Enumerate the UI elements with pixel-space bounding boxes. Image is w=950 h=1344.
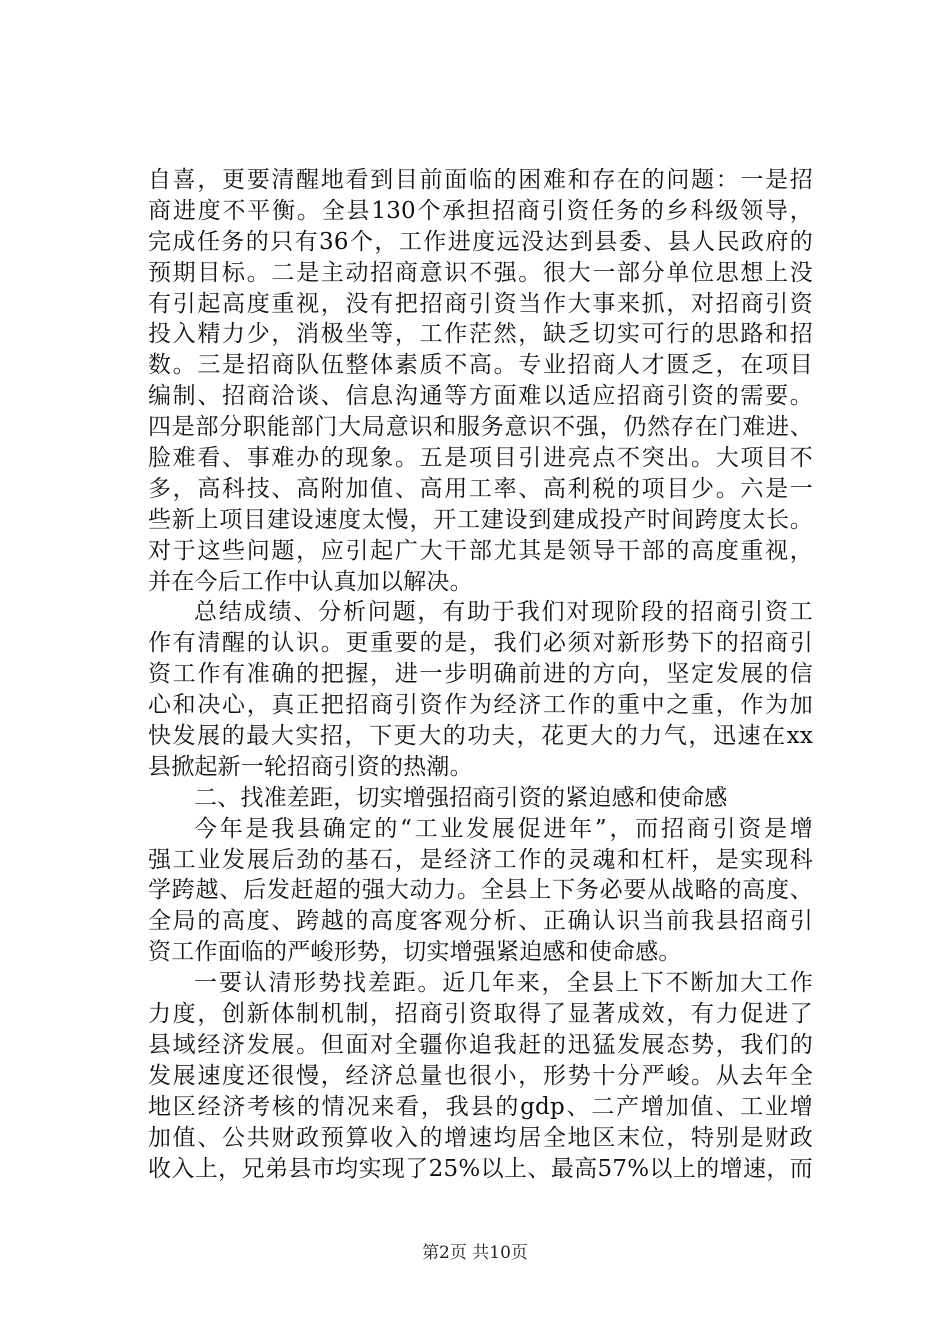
text-line: 二、找准差距，切实增强招商引资的紧迫感和使命感 [194, 784, 728, 811]
text-line: 全局的高度、跨越的高度客观分析、正确认识当前我县招商引 [148, 908, 813, 935]
text-line: 数。三是招商队伍整体素质不高。专业招商人才匮乏，在项目 [148, 352, 813, 379]
text-line: 并在今后工作中认真加以解决。 [148, 568, 473, 595]
text-line: 有引起高度重视，没有把招商引资当作大事来抓，对招商引资 [148, 290, 813, 317]
text-line: 心和决心，真正把招商引资作为经济工作的重中之重，作为加 [148, 692, 813, 719]
text-line: 县掀起新一轮招商引资的热潮。 [148, 753, 473, 780]
text-line: 强工业发展后劲的基石，是经济工作的灵魂和杠杆，是实现科 [148, 846, 813, 873]
text-line: 县域经济发展。但面对全疆你追我赶的迅猛发展态势，我们的 [148, 1031, 813, 1058]
text-line: 总结成绩、分析问题，有助于我们对现阶段的招商引资工 [194, 599, 813, 626]
text-line: 些新上项目建设速度太慢，开工建设到建成投产时间跨度太长。 [148, 506, 813, 533]
text-line: 力度，创新体制机制，招商引资取得了显著成效，有力促进了 [148, 1001, 813, 1028]
document-body [148, 165, 813, 1184]
text-line: 商进度不平衡。全县130个承担招商引资任务的乡科级领导， [148, 197, 813, 224]
text-line: 一要认清形势找差距。近几年来，全县上下不断加大工作 [194, 970, 813, 997]
text-line: 完成任务的只有36个，工作进度远没达到县委、县人民政府的 [148, 228, 813, 255]
text-line: 资工作面临的严峻形势，切实增强紧迫感和使命感。 [148, 939, 682, 966]
text-line: 作有清醒的认识。更重要的是，我们必须对新形势下的招商引 [148, 630, 813, 657]
text-line: 脸难看、事难办的现象。五是项目引进亮点不突出。大项目不 [148, 445, 813, 472]
text-line: 对于这些问题，应引起广大干部尤其是领导干部的高度重视， [148, 537, 813, 564]
text-line: 发展速度还很慢，经济总量也很小，形势十分严峻。从去年全 [148, 1062, 813, 1089]
text-line: 投入精力少，消极坐等，工作茫然，缺乏切实可行的思路和招 [148, 321, 813, 348]
text-line: 多，高科技、高附加值、高用工率、高利税的项目少。六是一 [148, 475, 813, 502]
text-line: 编制、招商洽谈、信息沟通等方面难以适应招商引资的需要。 [148, 383, 813, 410]
text-line: 地区经济考核的情况来看，我县的gdp、二产增加值、工业增 [148, 1093, 813, 1120]
text-line: 资工作有准确的把握，进一步明确前进的方向，坚定发展的信 [148, 661, 813, 688]
text-line: 加值、公共财政预算收入的增速均居全地区末位，特别是财政 [148, 1124, 813, 1151]
text-line: 今年是我县确定的“工业发展促进年”，而招商引资是增 [194, 815, 813, 842]
text-line: 收入上，兄弟县市均实现了25%以上、最高57%以上的增速，而 [148, 1155, 813, 1182]
text-line: 自喜，更要清醒地看到目前面临的困难和存在的问题：一是招 [148, 167, 813, 193]
text-line: 快发展的最大实招，下更大的功夫，花更大的力气，迅速在xx [148, 723, 813, 750]
text-line: 四是部分职能部门大局意识和服务意识不强，仍然存在门难进、 [148, 414, 813, 441]
text-line: 预期目标。二是主动招商意识不强。很大一部分单位思想上没 [148, 259, 813, 286]
text-line: 学跨越、后发赶超的强大动力。全县上下务必要从战略的高度、 [148, 877, 813, 904]
page-footer: 第2页 共10页 [422, 1243, 528, 1263]
